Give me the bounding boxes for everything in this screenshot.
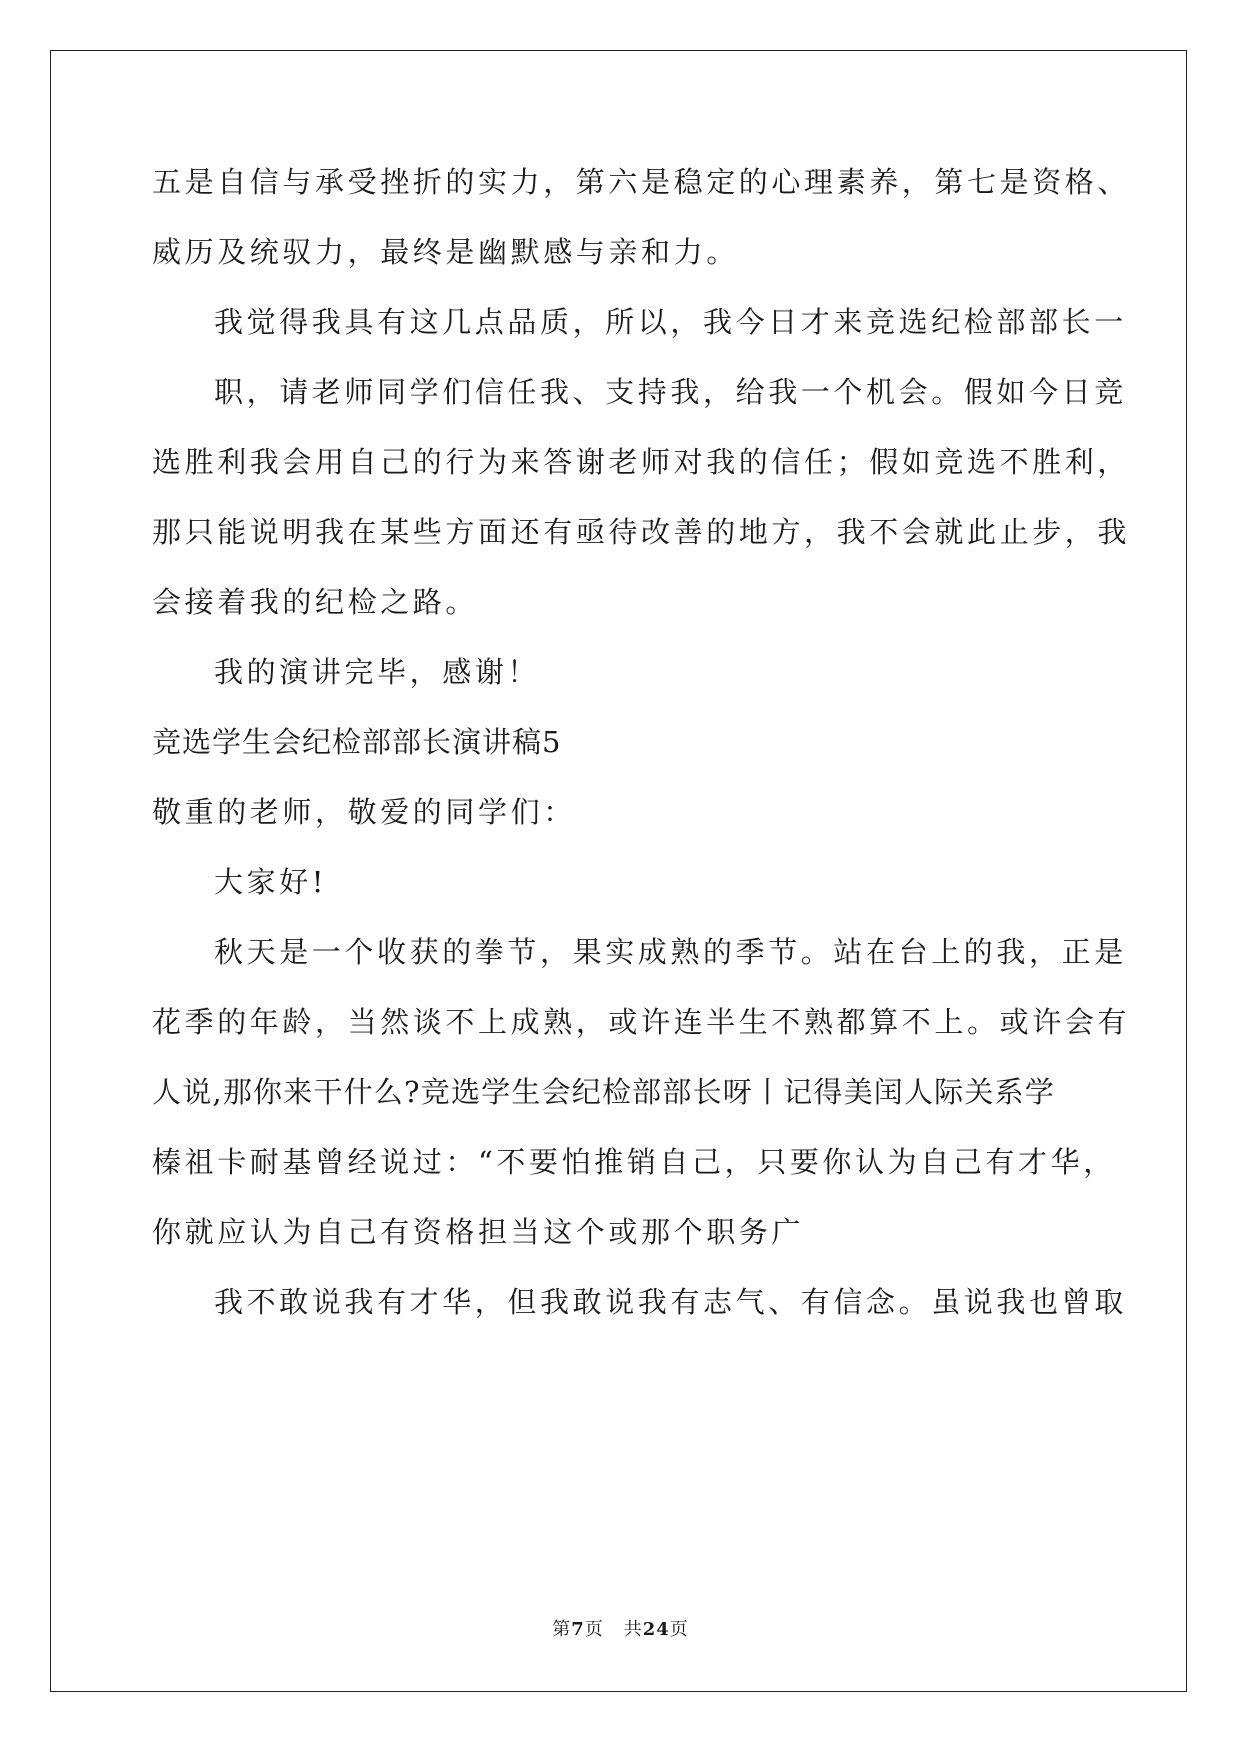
text-line: 职，请老师同学们信任我、支持我，给我一个机会。假如今日竞	[214, 375, 1127, 409]
page-suffix: 页	[584, 1619, 604, 1640]
page-number: 7	[571, 1619, 585, 1640]
text-line: 我的演讲完毕，感谢！	[214, 655, 541, 689]
text-line: 秋天是一个收获的拳节，果实成熟的季节。站在台上的我，正是	[214, 935, 1127, 969]
text-line: 我觉得我具有这几点品质，所以，我今日才来竞选纪检部部长一	[214, 305, 1127, 339]
text-line: 你就应认为自己有资格担当这个或那个职务广	[152, 1215, 805, 1249]
text-line: 花季的年龄，当然谈不上成熟，或许连半生不熟都算不上。或许会有	[152, 1005, 1131, 1039]
text-line: 人说,那你来干什么?竞选学生会纪检部部长呀丨记得美闰人际关系学	[152, 1075, 1055, 1109]
page-footer	[0, 1618, 1241, 1642]
text-line: 五是自信与承受挫折的实力，第六是稳定的心理素养，第七是资格、	[152, 165, 1131, 199]
text-line: 我不敢说我有才华，但我敢说我有志气、有信念。虽说我也曾取	[214, 1285, 1127, 1319]
total-suffix: 页	[669, 1619, 689, 1640]
text-line: 榛祖卡耐基曾经说过：“不要怕推销自己，只要你认为自己有才华，	[152, 1145, 1116, 1179]
total-pages: 24	[642, 1619, 670, 1640]
greeting: 大家好!	[214, 865, 328, 899]
text-line: 威历及统驭力，最终是幽默感与亲和力。	[152, 235, 739, 269]
section-title: 竞选学生会纪检部部长演讲稿5	[152, 725, 562, 759]
salutation: 敬重的老师，敬爱的同学们：	[152, 795, 576, 829]
text-line: 会接着我的纪检之路。	[152, 585, 479, 619]
page-prefix: 第	[552, 1619, 572, 1640]
total-prefix: 共	[623, 1619, 643, 1640]
text-line: 那只能说明我在某些方面还有亟待改善的地方，我不会就此止步，我	[152, 515, 1131, 549]
text-line: 选胜利我会用自己的行为来答谢老师对我的信任；假如竞选不胜利，	[152, 445, 1131, 479]
